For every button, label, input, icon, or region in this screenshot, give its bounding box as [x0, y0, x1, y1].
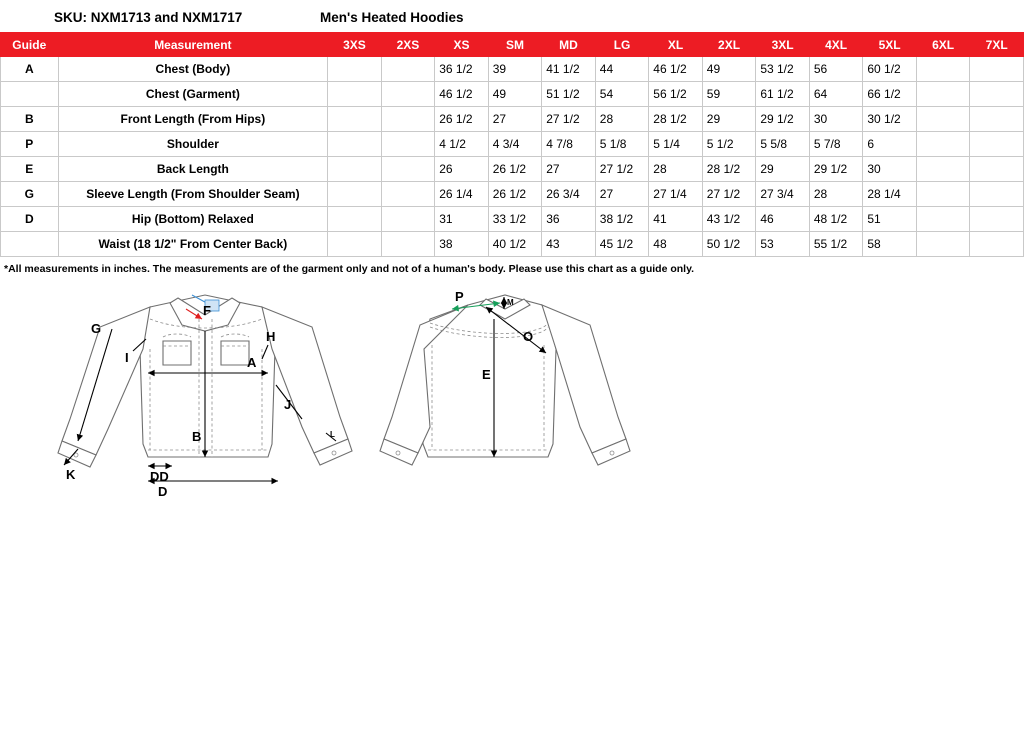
cell-value: 5 7/8	[809, 132, 863, 157]
cell-value: 44	[595, 57, 649, 82]
cell-value: 60 1/2	[863, 57, 917, 82]
cell-value: 26 1/2	[488, 157, 542, 182]
label-F: F	[203, 303, 211, 318]
label-K: K	[66, 467, 76, 482]
cell-value: 64	[809, 82, 863, 107]
cell-value: 26	[435, 157, 489, 182]
cell-guide: G	[1, 182, 59, 207]
cell-value: 43 1/2	[702, 207, 756, 232]
label-E: E	[482, 367, 491, 382]
table-row	[1, 82, 1024, 107]
cell-value: 49	[488, 82, 542, 107]
cell-value: 30 1/2	[863, 107, 917, 132]
cell-guide: A	[1, 57, 59, 82]
column-header-md: MD	[542, 33, 596, 57]
cell-value: 43	[542, 232, 596, 257]
cell-value: 27 1/2	[702, 182, 756, 207]
cell-value: 48	[649, 232, 703, 257]
footnote-text: *All measurements in inches. The measurements are of the garment only and not of a human's body. Please use this chart as a guide only.	[4, 263, 695, 275]
cell-value	[381, 107, 435, 132]
cell-measurement: Front Length (From Hips)	[58, 107, 328, 132]
cell-value: 51	[863, 207, 917, 232]
cell-value: 39	[488, 57, 542, 82]
cell-value: 46	[756, 207, 810, 232]
cell-value	[328, 182, 382, 207]
cell-value: 28 1/4	[863, 182, 917, 207]
cell-measurement: Sleeve Length (From Shoulder Seam)	[58, 182, 328, 207]
table-row	[1, 157, 1024, 182]
cell-value: 50 1/2	[702, 232, 756, 257]
label-I: I	[125, 350, 129, 365]
cell-value	[381, 57, 435, 82]
cell-value: 27	[595, 182, 649, 207]
cell-value	[328, 57, 382, 82]
cell-value	[970, 207, 1024, 232]
cell-value: 30	[809, 107, 863, 132]
table-row	[1, 232, 1024, 257]
cell-value	[916, 207, 970, 232]
label-P: P	[455, 289, 464, 304]
cell-value: 55 1/2	[809, 232, 863, 257]
cell-value: 36 1/2	[435, 57, 489, 82]
document-header	[0, 0, 1024, 32]
cell-value	[970, 182, 1024, 207]
cell-value	[381, 157, 435, 182]
cell-value	[916, 57, 970, 82]
column-header-guide: Guide	[1, 33, 59, 57]
cell-value: 49	[702, 57, 756, 82]
cell-value: 46 1/2	[435, 82, 489, 107]
table-body	[1, 57, 1024, 257]
cell-value: 48 1/2	[809, 207, 863, 232]
column-header-2xl: 2XL	[702, 33, 756, 57]
cell-value: 4 3/4	[488, 132, 542, 157]
label-O: O	[523, 329, 534, 344]
cell-value: 26 1/4	[435, 182, 489, 207]
label-H: H	[266, 329, 276, 344]
cell-value: 40 1/2	[488, 232, 542, 257]
cell-value	[916, 132, 970, 157]
cell-value	[381, 82, 435, 107]
cell-value: 28 1/2	[649, 107, 703, 132]
cell-measurement: Shoulder	[58, 132, 328, 157]
column-header-sm: SM	[488, 33, 542, 57]
cell-guide	[1, 82, 59, 107]
column-header-lg: LG	[595, 33, 649, 57]
cell-value: 56	[809, 57, 863, 82]
cell-value: 27 3/4	[756, 182, 810, 207]
cell-value: 29 1/2	[809, 157, 863, 182]
column-header-5xl: 5XL	[863, 33, 917, 57]
cell-value: 26 3/4	[542, 182, 596, 207]
cell-guide: D	[1, 207, 59, 232]
cell-value: 27 1/2	[542, 107, 596, 132]
table-row	[1, 107, 1024, 132]
label-M: M	[507, 298, 514, 307]
cell-value: 26 1/2	[435, 107, 489, 132]
table-row	[1, 132, 1024, 157]
cell-guide	[1, 232, 59, 257]
cell-value: 46 1/2	[649, 57, 703, 82]
cell-value: 6	[863, 132, 917, 157]
cell-value: 27 1/4	[649, 182, 703, 207]
cell-value: 29 1/2	[756, 107, 810, 132]
cell-value	[328, 232, 382, 257]
cell-value: 54	[595, 82, 649, 107]
table-row	[1, 207, 1024, 232]
cell-value: 28 1/2	[702, 157, 756, 182]
cell-value	[381, 132, 435, 157]
cell-value	[970, 82, 1024, 107]
cell-value: 41 1/2	[542, 57, 596, 82]
cell-value: 31	[435, 207, 489, 232]
page-title: Men's Heated Hoodies	[320, 10, 464, 25]
cell-value	[381, 232, 435, 257]
cell-value: 38	[435, 232, 489, 257]
cell-value: 38 1/2	[595, 207, 649, 232]
column-header-7xl: 7XL	[970, 33, 1024, 57]
cell-value	[970, 57, 1024, 82]
cell-value: 27 1/2	[595, 157, 649, 182]
cell-value: 51 1/2	[542, 82, 596, 107]
cell-value: 33 1/2	[488, 207, 542, 232]
column-header-3xl: 3XL	[756, 33, 810, 57]
cell-guide: B	[1, 107, 59, 132]
cell-value: 29	[702, 107, 756, 132]
cell-guide: P	[1, 132, 59, 157]
column-header-xs: XS	[435, 33, 489, 57]
cell-value: 36	[542, 207, 596, 232]
label-D: D	[158, 484, 168, 499]
table-header-row	[1, 33, 1024, 57]
cell-value: 4 7/8	[542, 132, 596, 157]
cell-value	[328, 82, 382, 107]
measurement-diagram	[0, 289, 1024, 529]
label-J: J	[284, 397, 292, 412]
cell-value: 29	[756, 157, 810, 182]
cell-value: 66 1/2	[863, 82, 917, 107]
cell-value: 5 1/4	[649, 132, 703, 157]
cell-value	[916, 157, 970, 182]
cell-value	[328, 157, 382, 182]
cell-value	[970, 132, 1024, 157]
sku-text: SKU: NXM1713 and NXM1717	[54, 10, 243, 25]
cell-value: 56 1/2	[649, 82, 703, 107]
column-header-2xs: 2XS	[381, 33, 435, 57]
cell-value	[970, 157, 1024, 182]
cell-value: 59	[702, 82, 756, 107]
label-DD: DD	[150, 469, 169, 484]
column-header-4xl: 4XL	[809, 33, 863, 57]
cell-measurement: Hip (Bottom) Relaxed	[58, 207, 328, 232]
cell-value	[916, 82, 970, 107]
label-G: G	[91, 321, 102, 336]
back-view-garment	[380, 295, 630, 465]
cell-value: 53	[756, 232, 810, 257]
cell-measurement: Chest (Garment)	[58, 82, 328, 107]
label-L: L	[330, 430, 335, 439]
cell-guide: E	[1, 157, 59, 182]
cell-value: 58	[863, 232, 917, 257]
cell-value: 5 1/8	[595, 132, 649, 157]
cell-value	[328, 132, 382, 157]
cell-value: 5 5/8	[756, 132, 810, 157]
table-row	[1, 57, 1024, 82]
cell-value	[916, 182, 970, 207]
table-head	[1, 33, 1024, 57]
cell-value: 53 1/2	[756, 57, 810, 82]
column-header-6xl: 6XL	[916, 33, 970, 57]
size-chart-table	[0, 32, 1024, 257]
column-header-measurement: Measurement	[58, 33, 328, 57]
cell-value	[916, 107, 970, 132]
cell-value: 28	[809, 182, 863, 207]
cell-value: 27	[542, 157, 596, 182]
cell-measurement: Chest (Body)	[58, 57, 328, 82]
cell-value: 27	[488, 107, 542, 132]
cell-value	[328, 207, 382, 232]
cell-value: 5 1/2	[702, 132, 756, 157]
column-header-3xs: 3XS	[328, 33, 382, 57]
cell-value	[381, 207, 435, 232]
cell-value: 30	[863, 157, 917, 182]
cell-value	[381, 182, 435, 207]
cell-value	[328, 107, 382, 132]
cell-value	[916, 232, 970, 257]
cell-measurement: Back Length	[58, 157, 328, 182]
cell-value	[970, 232, 1024, 257]
column-header-xl: XL	[649, 33, 703, 57]
cell-value: 28	[649, 157, 703, 182]
table-row	[1, 182, 1024, 207]
cell-value: 41	[649, 207, 703, 232]
label-A: A	[247, 355, 257, 370]
cell-value: 45 1/2	[595, 232, 649, 257]
cell-value: 61 1/2	[756, 82, 810, 107]
cell-value: 26 1/2	[488, 182, 542, 207]
label-B: B	[192, 429, 202, 444]
cell-value: 4 1/2	[435, 132, 489, 157]
cell-measurement: Waist (18 1/2" From Center Back)	[58, 232, 328, 257]
cell-value	[970, 107, 1024, 132]
cell-value: 28	[595, 107, 649, 132]
